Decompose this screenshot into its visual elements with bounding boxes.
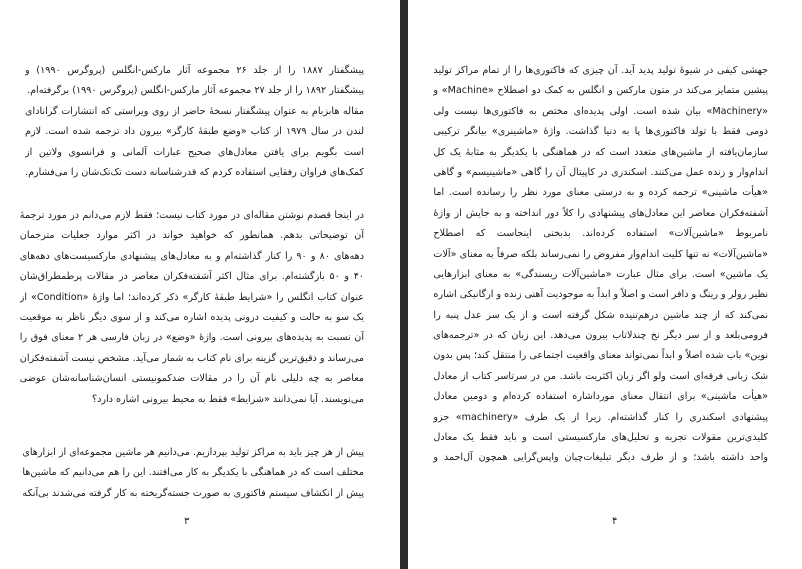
text-line: در اینجا قصدم نوشتن مقاله‌ای در مورد کتاب نیست؛ فقط لازم می‌دانم در مورد ترجمهٔ [19,210,364,221]
text-line: است بگویم برای یافتن معادل‌های صحیح عبارات آلمانی و فرانسوی ولاتین از [25,146,364,158]
text-line: یک سو به حالت و کیفیت درونی پدیده اشاره می‌کند و از سوی دیگر ناظر به موقعیت [19,311,364,323]
text-line: می‌نویسند. آیا نمی‌دانند «شرایط» فقط به محیط بیرونی اشاره دارد؟ [91,393,364,405]
text-line: کلیدی‌ترین مقولات تجربه و تحلیل‌های مارکسیستی است و باید فقط یک معادل [433,432,768,444]
text-line: می‌رساند و دقیق‌ترین گزینه برای نام کتاب به شمار می‌آید. مشخص نیست آشفته‌فکران [19,352,364,364]
text-line: واحد داشته باشد؛ و از طرف دیگر تبلیغات‌چیان واپس‌گرایی همچون آل‌احمد و [433,452,768,464]
right-paragraph-1 [433,61,768,469]
left-paragraph-1 [25,61,364,183]
text-line: عنوان کتاب انگلس را «شرایط طبقهٔ کارگر» ذکر کرده‌اند؛ اما واژهٔ «Condition» از [19,291,364,303]
page-number: ۴ [612,516,618,527]
text-line: پیشنهادی اسکندری را کنار گذاشته‌ام. زیرا از یک طرف «machinery» جزو [433,411,768,423]
text-line: کمک‌های فراوان رفقایی استفاده کردم که قدرشناسانه دست تک‌تک‌شان را می‌فشارم. [25,166,364,178]
text-line: پیش از هر چیز باید به مراکز تولید بپردازیم. می‌دانیم هر ماشین مجموعه‌ای از ابزارهای [22,447,364,458]
text-line: شک زبانی فرقه‌ای است ولو اگر زبان اکثریت باشد. من در سرتاسر کتاب از معادل [433,370,768,382]
text-line: نظیر رولر و رینگ و دافر است و اصلاً و ابداً به موجودیت آهنی زنده و ارگانیکی اشاره [433,289,768,301]
text-line: اندام‌وار و زنده عمل می‌کنند. اسکندری در کاپیتال آن را گاهی «ماشینیسم» و گاهی [433,166,768,178]
book-gutter [400,0,408,569]
text-line: آن توضیحاتی بدهم. همانطور که خواهید خواند در اکثر موارد جعلیات مترجمان [19,230,364,242]
text-line: نوین» باب شده اصلاً و ابداً نمی‌تواند معنای واقعیت اجتماعی را منتقل کند؛ پس بدون [433,350,768,362]
text-line: مقاله هابزبام به عنوان پیشگفتار نسخه‌ٔ حاضر از روی ویراستی که انتشارات گراناداى [25,105,364,117]
text-line: آشفته‌فکران معاصر این معادل‌های پیشنهادی را کلاً دور انداخته و به جایش از واژهٔ [433,207,768,219]
text-line: «هیأت ماشینی» ترجمه کرده و به درستی معنای مورد نظر را رسانده است. اما [433,187,768,199]
text-line: دومی فقط با تولد فاکتوری‌ها پا به دنیا گذاشت. واژهٔ «ماشینری» بیانگر ترکیبی [433,126,768,138]
text-line: یک ماشین» است. برای مثال عبارت «ماشین‌آلات ریسندگی» به معنای ابزارهایی [433,268,768,280]
text-line: «Machinery» بیان شده است. اولی پدیده‌ای مختص به فاکتوری‌ها نیست ولی [433,105,768,117]
text-line: مختلف است که در هماهنگی با یکدیگر به کار می‌افتند. این را هم می‌دانیم که ماشین‌ها [22,467,364,479]
text-line: سازمان‌یافته از ماشین‌های متعدد است که در هماهنگی با یکدیگر به مثابهٔ یک کل [433,146,768,158]
text-line: «هیأت ماشینی» برای انتقال معنای مورداشاره استفاده کرده‌ام و دومین معادل [433,391,768,403]
text-line: نمی‌کند که از چند ماشین درهم‌تنیده شکل گرفته است و از یک سر عدل پنبه را [433,309,768,321]
text-line: جهشی کیفی در شیوهٔ تولید پدید آید. آن چیزی که فاکتوری‌ها را از تمام مراکز تولید [433,65,768,76]
left-paragraph-2 [20,206,364,410]
text-line: پیشین متمایز می‌کند در متون مارکس و انگلس به کمک دو اصطلاح «Machine» و [433,85,768,97]
left-page [0,0,400,569]
text-line: پیشگفتار ۱۸۹۲ را از جلد ۲۷ مجموعه آثار مارکس-انگلس (پروگرس ۱۹۹۰) برگرفته‌ام. [27,85,364,97]
left-paragraph-3 [22,443,364,504]
text-line: دهه‌های ۸۰ و ۹۰ را کنار گذاشته‌ام و به معادل‌های پیشنهادی مارکسیست‌های دهه‌های [19,250,364,262]
text-line: معاصر به چه دلیلی نام آن را در مقالات ضدکمونیستی انسان‌شناسانه‌شان عوضی [19,373,364,385]
right-page [408,0,802,569]
page-number: ۳ [184,516,190,527]
text-line: لندن در سال ۱۹۷۹ از کتاب «وضع طبقهٔ کارگر» بیرون داد ترجمه شده است. لازم [25,126,364,138]
text-line: آن نسبت به پدیده‌های بیرونی است. واژهٔ «وضع» در زبان فارسی هر ۲ معنای فوق را [19,332,364,344]
text-line: ۴۰ و ۵۰ بازگشته‌ام. برای مثال اکثر آشفته‌فکران معاصر در مقالات پرطمطراق‌شان [19,271,364,283]
text-line: پیش از انکشاف سیستم فاکتوری به صورت جسته‌گریخته به کار گرفته می‌شدند بی‌آنکه [22,487,364,499]
text-line: نامربوط «ماشین‌آلات» استفاده کرده‌اند. بدبختی اینجاست که اصطلاح [433,228,768,240]
text-line: فرومی‌بلعد و از سر دیگر نخ چندلاتاب بیرون می‌دهد. این زبان که در «ترجمه‌های [433,330,768,342]
text-line: «ماشین‌آلات» نه تنها کلیت اندام‌وار مفروض را نمی‌رساند بلکه صرفاً به معنای «آلات [433,248,768,260]
text-line: پیشگفتار ۱۸۸۷ را از جلد ۲۶ مجموعه آثار مارکس-انگلس (پروگرس ۱۹۹۰) و [25,65,364,76]
